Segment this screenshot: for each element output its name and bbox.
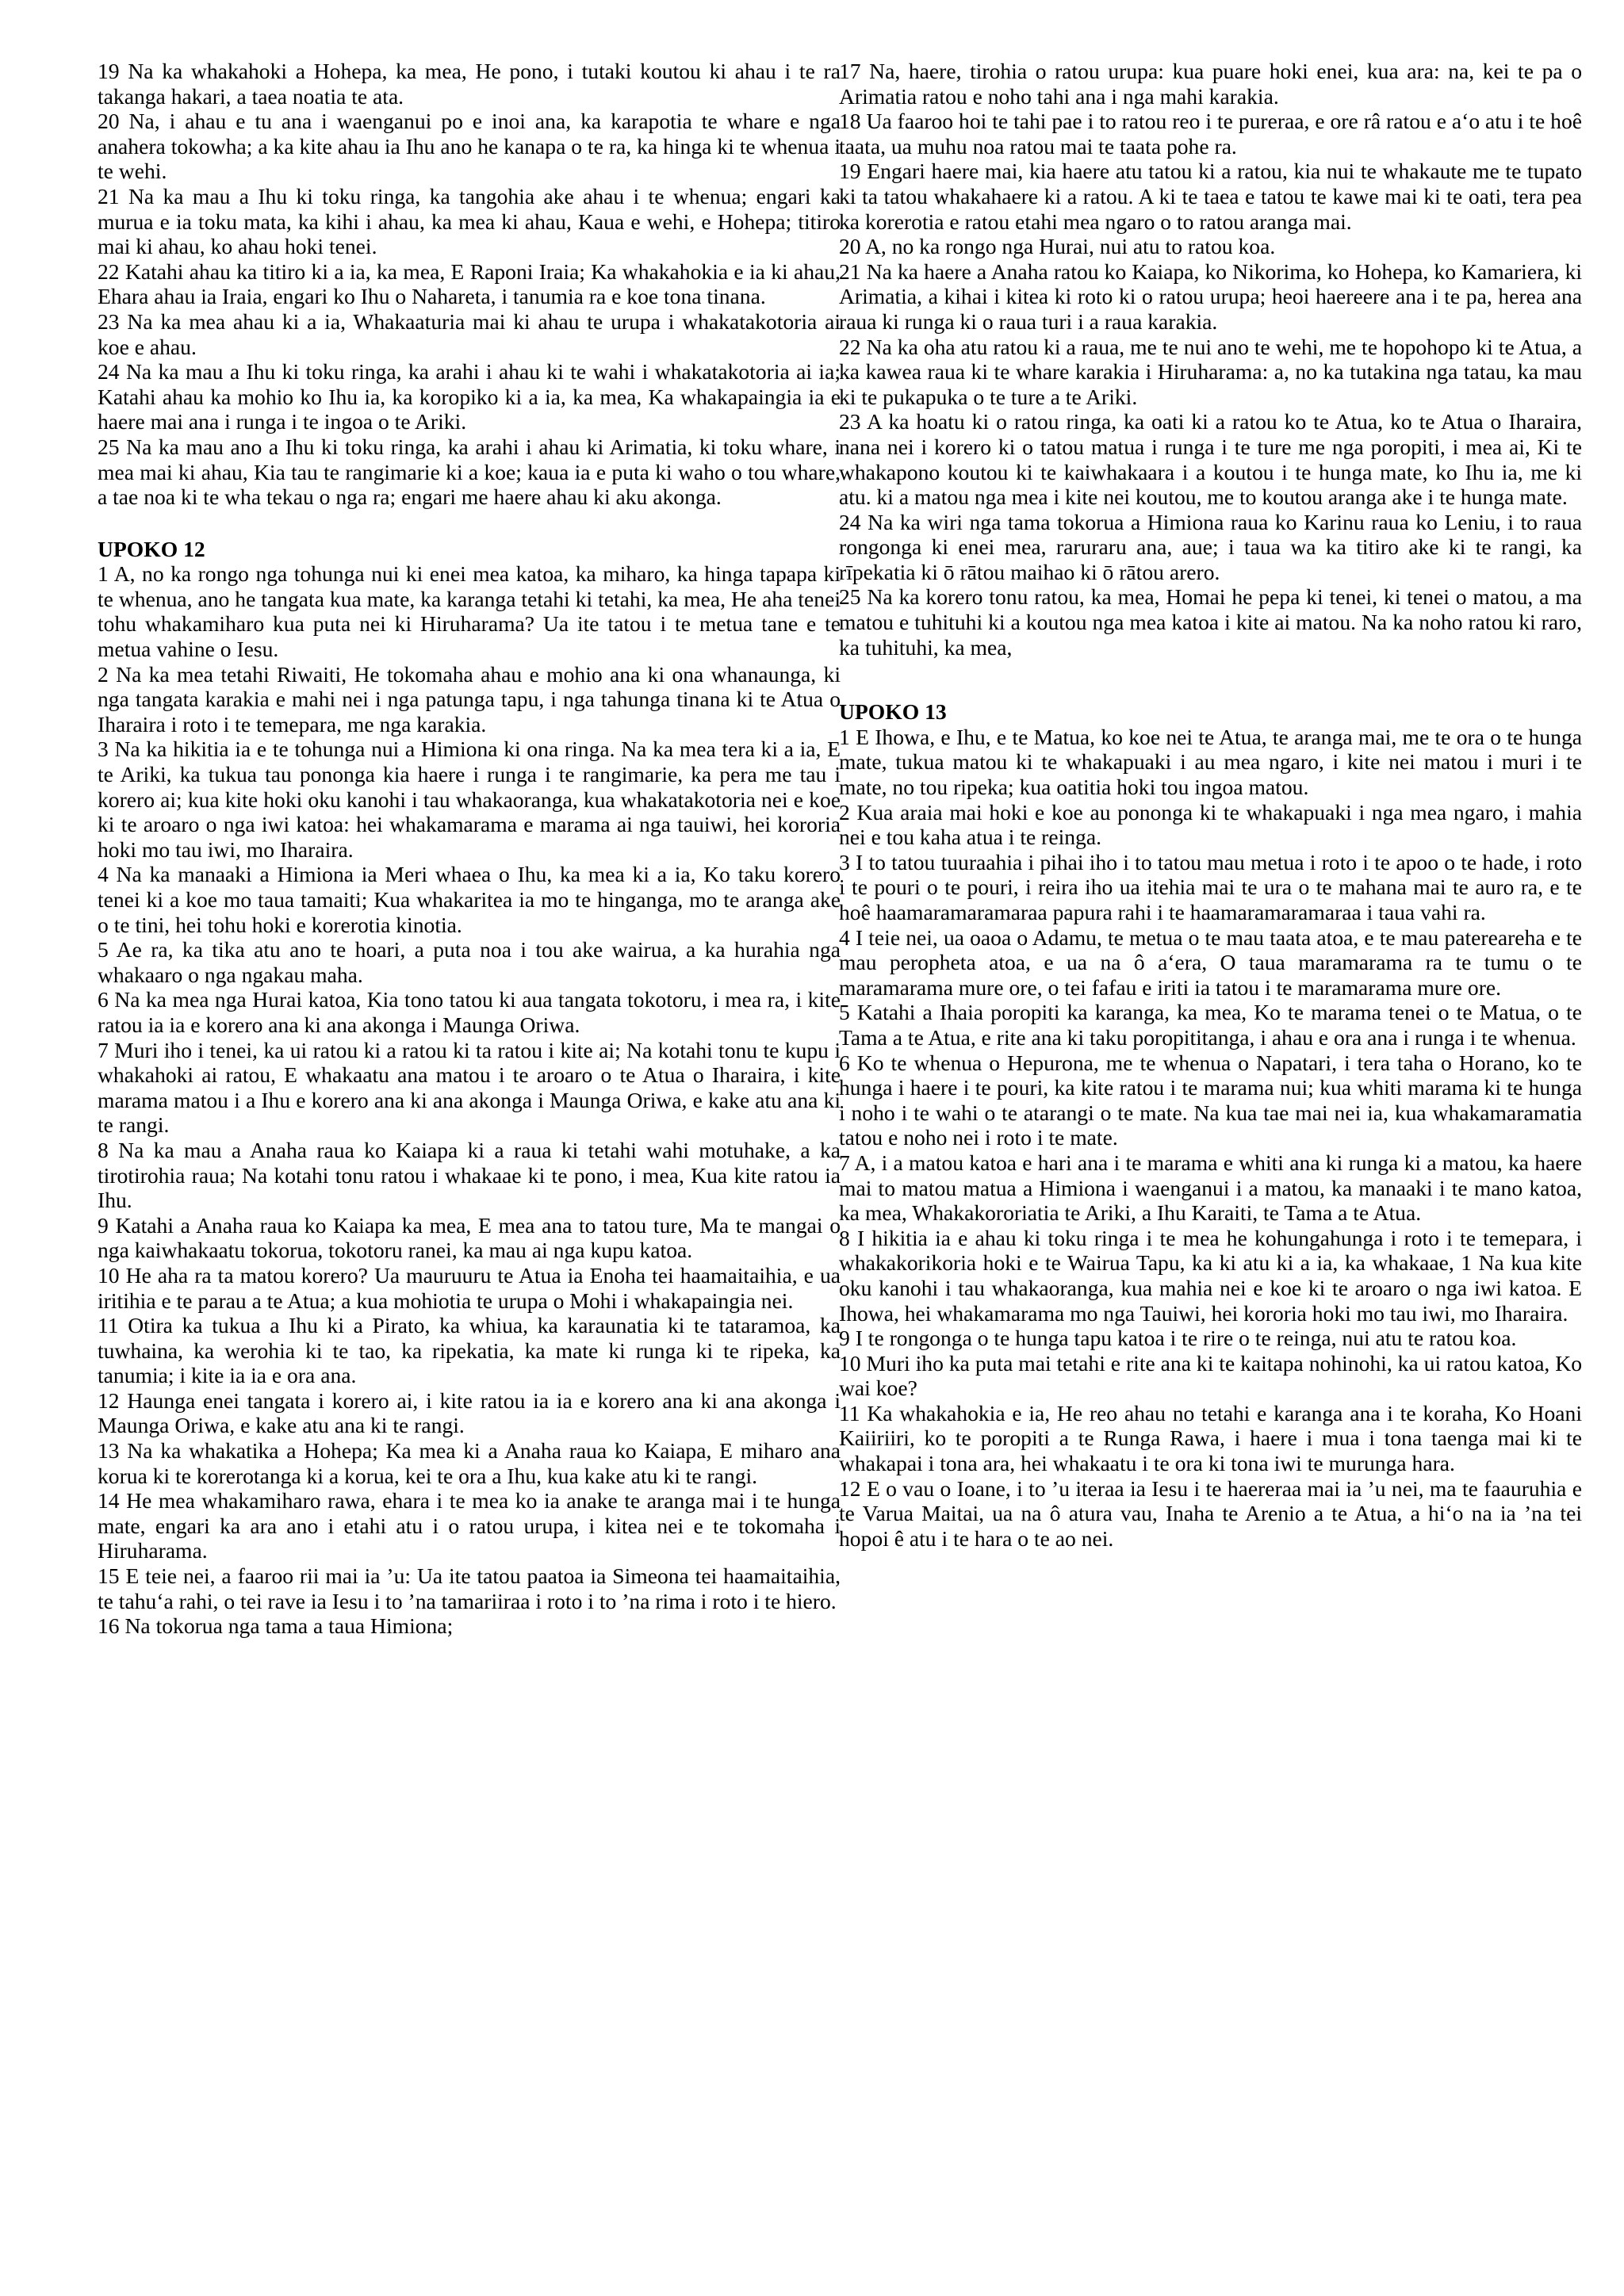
verse: 21 Na ka mau a Ihu ki toku ringa, ka tangohia ake ahau i te whenua; engari ka murua e ia toku mata, ka kihi i ahau, ka mea ki ahau, Kaua e wehi, e Hohepa; titiro mai ki ahau, ko ahau hoki tenei. (98, 183, 841, 259)
verse: 24 Na ka wiri nga tama tokorua a Himiona raua ko Karinu raua ko Leniu, i to raua rongonga ki enei mea, raruraru ana, aue; i taua wa ka titiro ake ki te rangi, ka rīpekatia ki ō rātou maihao ki ō rātou arero. (839, 509, 1582, 584)
chapter-heading: UPOKO 12 (98, 536, 205, 561)
verse: 13 Na ka whakatika a Hohepa; Ka mea ki a Anaha raua ko Kaiapa, E miharo ana korua ki te korerotanga ki a korua, kei te ora a Ihu, kua kake atu ki te rangi. (98, 1438, 841, 1488)
verse: 21 Na ka haere a Anaha ratou ko Kaiapa, ko Nikorima, ko Hohepa, ko Kamariera, ki Arimatia, a kihai i kitea ki roto ki o ratou urupa; heoi haereere ana i te pa, herea ana raua ki runga ki o raua turi i a raua karakia. (839, 258, 1582, 334)
verse: 22 Na ka oha atu ratou ki a raua, me te nui ano te wehi, me te hopohopo ki te Atua, a ka kawea raua ki te whare karakia i Hiruharama: a, no ka tutakina nga tatau, ka mau ki te pukapuka o te ture a te Ariki. (839, 334, 1582, 409)
verse-list-chapter (839, 725, 1582, 1552)
chapter-heading: UPOKO 13 (839, 699, 947, 725)
verse: 17 Na, haere, tirohia o ratou urupa: kua puare hoki enei, kua ara: na, kei te pa o Arimatia ratou e noho tahi ana i nga mahi karakia. (839, 59, 1582, 109)
verse: 5 Ae ra, ka tika atu ano te hoari, a puta noa i tou ake wairua, a ka hurahia nga whakaaro o nga ngakau maha. (98, 937, 841, 987)
verse: 4 Na ka manaaki a Himiona ia Meri whaea o Ihu, ka mea ki a ia, Ko taku korero tenei ki a koe mo taua tamaiti; Kua whakaritea ia mo te hinganga, mo te aranga ake o te tini, hei tohu hoki e korerotia kinotia. (98, 862, 841, 937)
verse: 1 A, no ka rongo nga tohunga nui ki enei mea katoa, ka miharo, ka hinga tapapa ki te whenua, ano he tangata kua mate, ka karanga tetahi ki tetahi, ka mea, He aha tenei tohu whakamiharo kua puta nei ki Hiruharama? Ua ite tatou i te metua tane e te metua vahine o Iesu. (98, 561, 841, 662)
verse: 6 Na ka mea nga Hurai katoa, Kia tono tatou ki aua tangata tokotoru, i mea ra, i kite ratou ia ia e korero ana ki ana akonga i Maunga Oriwa. (98, 987, 841, 1037)
verse: 19 Na ka whakahoki a Hohepa, ka mea, He pono, i tutaki koutou ki ahau i te ra takanga hakari, a taea noatia te ata. (98, 59, 841, 109)
verse: 14 He mea whakamiharo rawa, ehara i te mea ko ia anake te aranga mai i te hunga mate, engari ka ara ano i etahi atu i o ratou urupa, i kitea nei e te tokomaha i Hiruharama. (98, 1488, 841, 1563)
verse: 8 I hikitia ia e ahau ki toku ringa i te mea he kohungahunga i roto i te temepara, i whakakorikoria hoki e te Wairua Tapu, ka ki atu ki a ia, ka whakaae, 1 Na kua kite oku kanohi i tau whakaoranga, kua mahia nei e koe ki te aroaro o nga iwi katoa. E Ihowa, hei whakamarama mo nga Tauiwi, hei kororia hoki mo tau iwi, mo Iharaira. (839, 1225, 1582, 1326)
verse: 2 Kua araia mai hoki e koe au pononga ki te whakapuaki i nga mea ngaro, i mahia nei e tou kaha atua i te reinga. (839, 799, 1582, 850)
verse: 7 A, i a matou katoa e hari ana i te marama e whiti ana ki runga ki a matou, ka haere mai to matou matua a Himiona i waenganui i a matou, ka manaaki i te mano katoa, ka mea, Whakakororiatia te Ariki, a Ihu Karaiti, te Tama a te Atua. (839, 1150, 1582, 1226)
verse: 20 Na, i ahau e tu ana i waenganui po e inoi ana, ka karapotia te whare e nga anahera tokowha; a ka kite ahau ia Ihu ano he kanapa o te ra, ka hinga ki te whenua i te wehi. (98, 109, 841, 184)
verse: 20 A, no ka rongo nga Hurai, nui atu to ratou koa. (839, 234, 1276, 259)
verse-list-continued (839, 59, 1582, 660)
verse: 16 Na tokorua nga tama a taua Himiona; (98, 1613, 454, 1639)
verse: 25 Na ka mau ano a Ihu ki toku ringa, ka arahi i ahau ki Arimatia, ki toku whare, i mea mai ki ahau, Kia tau te rangimarie ki a koe; kaua ia e puta ki waho o tou whare, a tae noa ki te wha tekau o nga ra; engari me haere ahau ki aku akonga. (98, 434, 841, 510)
verse: 1 E Ihowa, e Ihu, e te Matua, ko koe nei te Atua, te aranga mai, me te ora o te hunga mate, tukua matou ki te whakapuaki i au mea ngaro, i kite nei matou i muri i te mate, no tou ripeka; kua oatitia hoki tou ingoa matou. (839, 724, 1582, 800)
verse: 8 Na ka mau a Anaha raua ko Kaiapa ki a raua ki tetahi wahi motuhake, a ka tirotirohia raua; Na kotahi tonu ratou i whakaae ki te pono, i mea, Kua kite ratou ia Ihu. (98, 1137, 841, 1213)
verse: 12 Haunga enei tangata i korero ai, i kite ratou ia ia e korero ana ki ana akonga i Maunga Oriwa, e kake atu ana ki te rangi. (98, 1387, 841, 1438)
verse: 10 Muri iho ka puta mai tetahi e rite ana ki te kaitapa nohinohi, ka ui ratou katoa, Ko wai koe? (839, 1350, 1582, 1401)
verse-list-continued (98, 59, 841, 510)
verse: 24 Na ka mau a Ihu ki toku ringa, ka arahi i ahau ki te wahi i whakatakotoria ai ia; Katahi ahau ka mohio ko Ihu ia, ka koropiko ki a ia, ka mea, Ka whakapaingia ia e haere mai ana i runga i te ingoa o te Ariki. (98, 359, 841, 434)
verse: 9 Katahi a Anaha raua ko Kaiapa ka mea, E mea ana to tatou ture, Ma te mangai o nga kaiwhakaatu tokorua, tokotoru ranei, ka mau ai nga kupu katoa. (98, 1212, 841, 1263)
verse: 15 E teie nei, a faaroo rii mai ia ’u: Ua ite tatou paatoa ia Simeona tei haamaitaihia, te tahu‘a rahi, o tei rave ia Iesu i to ’na tamariiraa i roto i to ’na rima i roto i te hiero. (98, 1563, 841, 1613)
left-column (98, 59, 841, 1639)
verse: 23 A ka hoatu ki o ratou ringa, ka oati ki a ratou ko te Atua, ko te Atua o Iharaira, nana nei i korero ki o tatou matua i runga i te ture me nga poropiti, i mea ai, Ki te whakapono koutou ki te kaiwhakaara i a koutou i te hunga mate, ko Ihu ia, me ki atu. ki a matou nga mea i kite nei koutou, me to koutou aranga ake i te hunga mate. (839, 409, 1582, 510)
verse: 6 Ko te whenua o Hepurona, me te whenua o Napatari, i tera taha o Horano, ko te hunga i haere i te pouri, ka kite ratou i te marama nui; kua whiti marama ki te hunga i noho i te wahi o te atarangi o te mate. Na kua tae mai nei ia, kua whakamaramatia tatou e noho nei i roto i te mate. (839, 1050, 1582, 1150)
verse-list-chapter (98, 561, 841, 1639)
verse: 18 Ua faaroo hoi te tahi pae i to ratou reo i te pureraa, e ore râ ratou e a‘o atu i te hoê taata, ua muhu noa ratou mai te taata pohe ra. (839, 109, 1582, 159)
verse: 5 Katahi a Ihaia poropiti ka karanga, ka mea, Ko te marama tenei o te Matua, o te Tama a te Atua, e rite ana ki taku poropititanga, i ahau e ora ana i runga i te whenua. (839, 1000, 1582, 1050)
verse: 12 E o vau o Ioane, i to ’u iteraa ia Iesu i te haereraa mai ia ’u nei, ma te faauruhia e te Varua Maitai, ua na ô atura vau, Inaha te Arenio a te Atua, a hi‘o na ia ’na tei hopoi ê atu i te hara o te ao nei. (839, 1475, 1582, 1551)
verse: 10 He aha ra ta matou korero? Ua mauruuru te Atua ia Enoha tei haamaitaihia, e ua iritihia e te parau a te Atua; a kua mohiotia te urupa o Mohi i whakapaingia nei. (98, 1262, 841, 1313)
right-column (839, 59, 1582, 1551)
verse: 9 I te rongonga o te hunga tapu katoa i te rire o te reinga, nui atu te ratou koa. (839, 1326, 1517, 1351)
verse: 3 Na ka hikitia ia e te tohunga nui a Himiona ki ona ringa. Na ka mea tera ki a ia, E te Ariki, ka tukua tau pononga kia haere i runga i te rangimarie, ka pera me tau i korero ai; kua kite hoki oku kanohi i tau whakaoranga, kua whakatakotoria nei e koe ki te aroaro o nga iwi katoa: hei whakamarama e marama ai nga tauiwi, hei kororia hoki mo tau iwi, mo Iharaira. (98, 737, 841, 862)
verse: 2 Na ka mea tetahi Riwaiti, He tokomaha ahau e mohio ana ki ona whanaunga, ki nga tangata karakia e mahi nei i nga patunga tapu, i nga tahunga tinana ki te Atua o Iharaira i roto i te temepara, me nga karakia. (98, 661, 841, 737)
verse: 4 I teie nei, ua oaoa o Adamu, te metua o te mau taata atoa, e te mau patereareha e te mau peropheta atoa, e ua na ô a‘era, O taua maramarama ra te tumu o te maramarama mure ore, o tei fafau e iriti ia tatou i te maramarama mure ore. (839, 924, 1582, 1000)
verse: 11 Ka whakahokia e ia, He reo ahau no tetahi e karanga ana i te koraha, Ko Hoani Kaiiriiri, ko te poropiti a te Runga Rawa, i haere i mua i tona taenga mai ki te whakapai i tona ara, hei whakaatu i te ora ki tona iwi te murunga hara. (839, 1400, 1582, 1476)
verse: 3 I to tatou tuuraahia i pihai iho i to tatou mau metua i roto i te apoo o te hade, i roto i te pouri o te pouri, i reira iho ua itehia mai te ura o te mahana mai te auro ra, e te hoê haamaramaramaraa papura rahi i te haamaramaramaraa i taua vahi ra. (839, 849, 1582, 924)
verse: 19 Engari haere mai, kia haere atu tatou ki a ratou, kia nui te whakaute me te tupato ki ta tatou whakahaere ki a ratou. A ki te taea e tatou te kawe mai ki te oati, tera pea ka korerotia e ratou etahi mea ngaro o to ratou aranga mai. (839, 159, 1582, 234)
verse: 23 Na ka mea ahau ki a ia, Whakaaturia mai ki ahau te urupa i whakatakotoria ai koe e ahau. (98, 308, 841, 359)
verse: 7 Muri iho i tenei, ka ui ratou ki a ratou ki ta ratou i kite ai; Na kotahi tonu te kupu i whakahoki ai ratou, E whakaatu ana matou i te aroaro o te Atua o Iharaira, i kite marama matou i a Ihu e korero ana ki ana akonga i Maunga Oriwa, e kake atu ana ki te rangi. (98, 1037, 841, 1138)
verse: 11 Otira ka tukua a Ihu ki a Pirato, ka whiua, ka karaunatia ki te tataramoa, ka tuwhaina, ka werohia ki te tao, ka ripekatia, ka mate ki runga ki te ripeka, ka tanumia; i kite ia ia e ora ana. (98, 1313, 841, 1388)
verse: 25 Na ka korero tonu ratou, ka mea, Homai he pepa ki tenei, ki tenei o matou, a ma matou e tuhituhi ki a koutou nga mea katoa i kite ai matou. Na ka noho ratou ki raro, ka tuhituhi, ka mea, (839, 584, 1582, 660)
verse: 22 Katahi ahau ka titiro ki a ia, ka mea, E Raponi Iraia; Ka whakahokia e ia ki ahau, Ehara ahau ia Iraia, engari ko Ihu o Nahareta, i tanumia ra e koe tona tinana. (98, 258, 841, 309)
